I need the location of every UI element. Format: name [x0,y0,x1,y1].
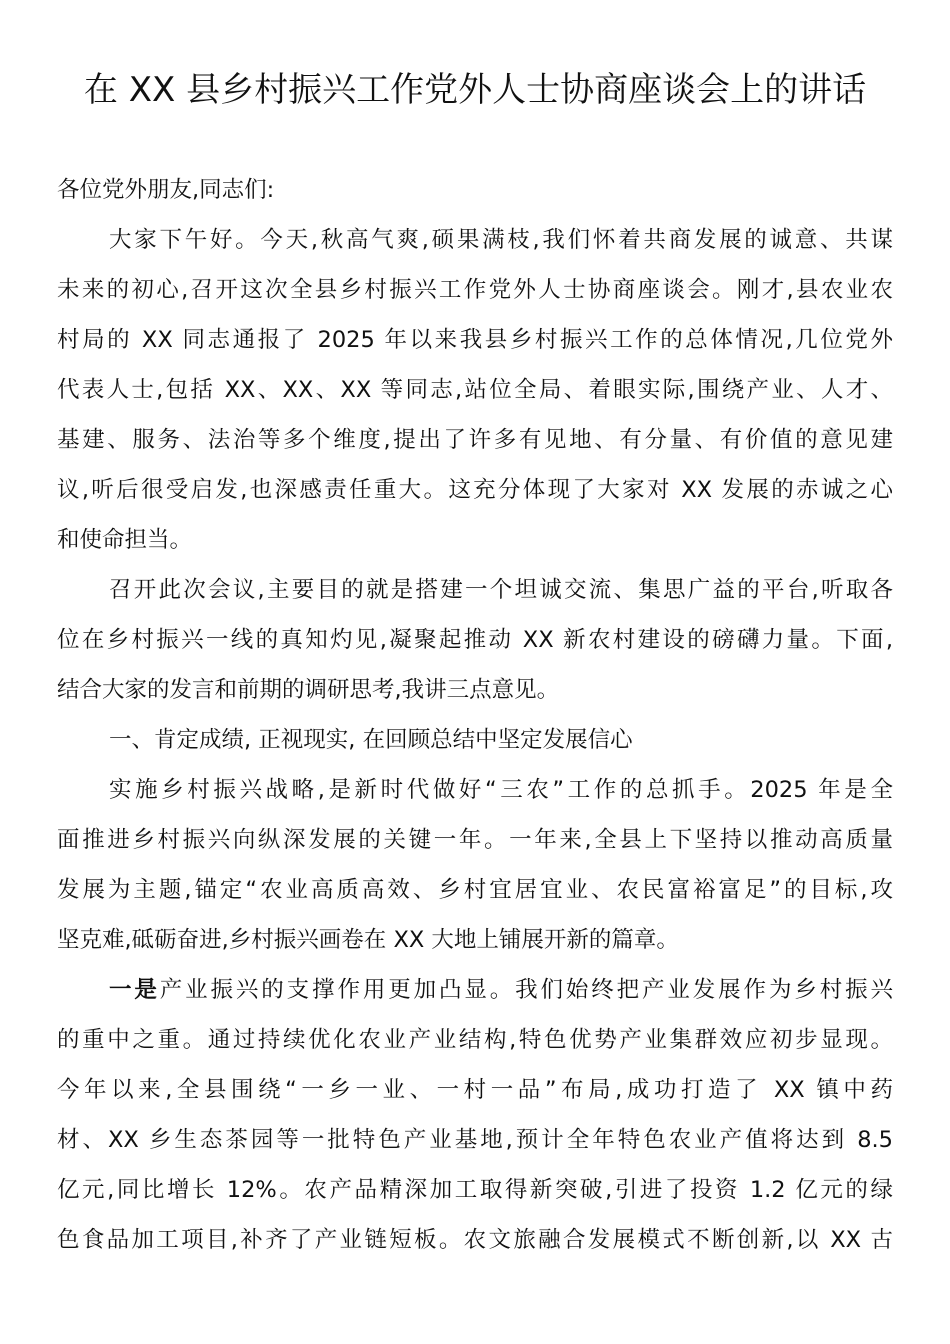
text-line: 召开此次会议,主要目的就是搭建一个坦诚交流、集思广益的平台,听取各 [109,577,893,603]
text-line: 的重中之重。通过持续优化农业产业结构,特色优势产业集群效应初步显现。 [57,1027,893,1053]
text-line: 大家下午好。今天,秋高气爽,硕果满枝,我们怀着共商发展的诚意、共谋 [109,227,893,253]
text-line: 未来的初心,召开这次全县乡村振兴工作党外人士协商座谈会。刚才,县农业农 [57,277,893,303]
document-body [57,170,893,1270]
text-line: 今年以来,全县围绕“一乡一业、一村一品”布局,成功打造了 XX 镇中药 [57,1077,893,1103]
paragraph-opening [57,220,893,570]
text-line: 和使命担当。 [57,527,193,553]
text-line: 亿元,同比增长 12%。农产品精深加工取得新突破,引进了投资 1.2 亿元的绿 [57,1177,893,1203]
paragraph-strategy [57,770,893,970]
document-title: 在 XX 县乡村振兴工作党外人士协商座谈会上的讲话 [83,70,867,110]
text-line: 发展为主题,锚定“农业高质高效、乡村宜居宜业、农民富裕富足”的目标,攻 [57,877,893,903]
paragraph-purpose [57,570,893,720]
text-line: 村局的 XX 同志通报了 2025 年以来我县乡村振兴工作的总体情况,几位党外 [57,327,893,353]
text-line: 面推进乡村振兴向纵深发展的关键一年。一年来,全县上下坚持以推动高质量 [57,827,893,853]
text-line: 结合大家的发言和前期的调研思考,我讲三点意见。 [57,677,560,703]
text-span: 产业振兴的支撑作用更加凸显。我们始终把产业发展作为乡村振兴 [159,977,893,1003]
text-line: 位在乡村振兴一线的真知灼见,凝聚起推动 XX 新农村建设的磅礴力量。下面, [57,627,893,653]
text-line [57,970,893,1020]
paragraph-industry [57,970,893,1270]
section-heading-1: 一、肯定成绩, 正视现实, 在回顾总结中坚定发展信心 [109,727,633,753]
text-line: 议,听后很受启发,也深感责任重大。这充分体现了大家对 XX 发展的赤诚之心 [57,477,893,503]
text-line: 代表人士,包括 XX、XX、XX 等同志,站位全局、着眼实际,围绕产业、人才、 [57,377,893,403]
text-line: 实施乡村振兴战略,是新时代做好“三农”工作的总抓手。2025 年是全 [109,777,893,803]
text-line: 坚克难,砥砺奋进,乡村振兴画卷在 XX 大地上铺展开新的篇章。 [57,927,679,953]
text-line: 基建、服务、法治等多个维度,提出了许多有见地、有分量、有价值的意见建 [57,427,893,453]
text-line: 材、XX 乡生态茶园等一批特色产业基地,预计全年特色农业产值将达到 8.5 [57,1127,893,1153]
lead-bold-text: 一是 [109,977,160,1003]
salutation: 各位党外朋友,同志们: [57,177,275,203]
text-line: 色食品加工项目,补齐了产业链短板。农文旅融合发展模式不断创新,以 XX 古 [57,1227,893,1253]
